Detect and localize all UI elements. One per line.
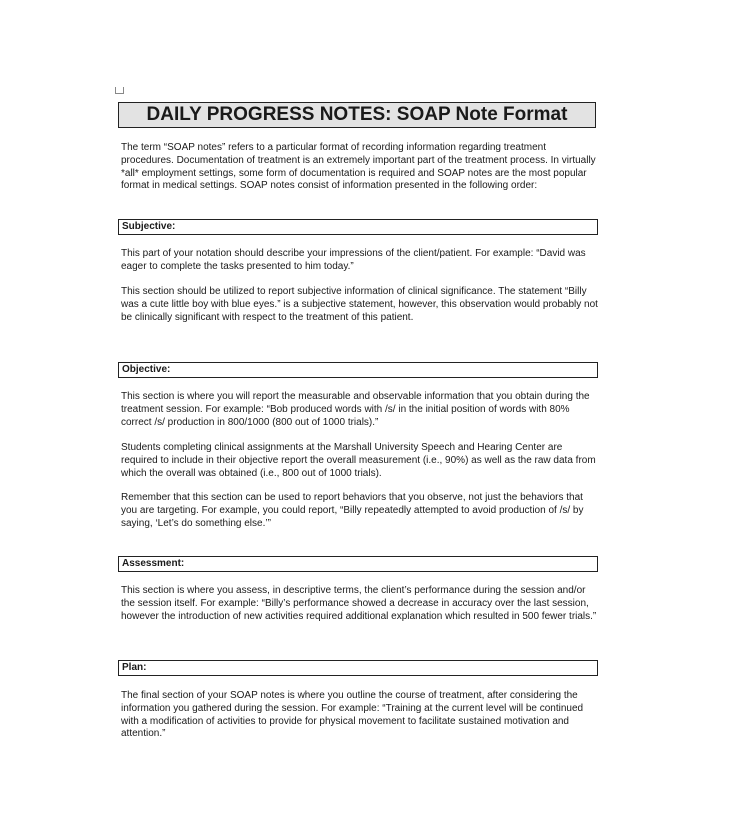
subjective-heading xyxy=(118,219,598,235)
intro-paragraph: The term “SOAP notes” refers to a particular format of recording information regarding treatment procedures. Documentation of treatment is an extremely important part of the treatment process. In virtually *all* employment settings, some form of documentation is required and SOAP notes are the most popular format in medical settings. SOAP notes consist of information presented in the following order: xyxy=(121,142,596,192)
objective-paragraph-3: Remember that this section can be used to report behaviors that you observe, not just the behaviors that you are targeting. For example, you could report, “Billy repeatedly attempted to avoid production of /s/ by saying, ‘Let’s do something else.’” xyxy=(121,492,584,529)
document-title xyxy=(118,102,596,128)
objective-heading xyxy=(118,362,598,378)
title-text: DAILY PROGRESS NOTES: SOAP Note Format xyxy=(146,104,568,125)
assessment-heading-text: Assessment: xyxy=(122,558,185,569)
corner-mark xyxy=(115,87,124,94)
plan-heading-text: Plan: xyxy=(122,662,147,673)
objective-heading-text: Objective: xyxy=(122,364,171,375)
objective-paragraph-2: Students completing clinical assignments at the Marshall University Speech and Hearing Center are required to include in their objective report the overall measurement (i.e., 90%) as well as the raw data from which the overall was obtained (i.e., 800 out of 1000 trials). xyxy=(121,442,596,479)
subjective-heading-text: Subjective: xyxy=(122,221,176,232)
assessment-heading xyxy=(118,556,598,572)
plan-paragraph-1: The final section of your SOAP notes is where you outline the course of treatment, after considering the information you gathered during the session. For example: “Training at the current level will be continued with a modification of activities to provide for physical movement to facilitate sustained motivation and attention.” xyxy=(121,690,584,740)
subjective-paragraph-2: This section should be utilized to report subjective information of clinical significance. The statement “Billy was a cute little boy with blue eyes.” is a subjective statement, however, this observation would probably not be clinically significant with respect to the treatment of this patient. xyxy=(121,286,598,323)
plan-heading xyxy=(118,660,598,676)
subjective-paragraph-1: This part of your notation should describe your impressions of the client/patient. For example: “David was eager to complete the tasks presented to him today.” xyxy=(121,248,586,272)
objective-paragraph-1: This section is where you will report the measurable and observable information that you obtain during the treatment session. For example: “Bob produced words with /s/ in the initial position of words with 80% correct /s/ production in 800/1000 (800 out of 1000 trials).” xyxy=(121,391,590,428)
assessment-paragraph-1: This section is where you assess, in descriptive terms, the client’s performance during the session and/or the session itself. For example: “Billy’s performance showed a decrease in accuracy over the last session, however the introduction of new activities required additional explanation which resulted in 500 fewer trials.” xyxy=(121,585,597,622)
